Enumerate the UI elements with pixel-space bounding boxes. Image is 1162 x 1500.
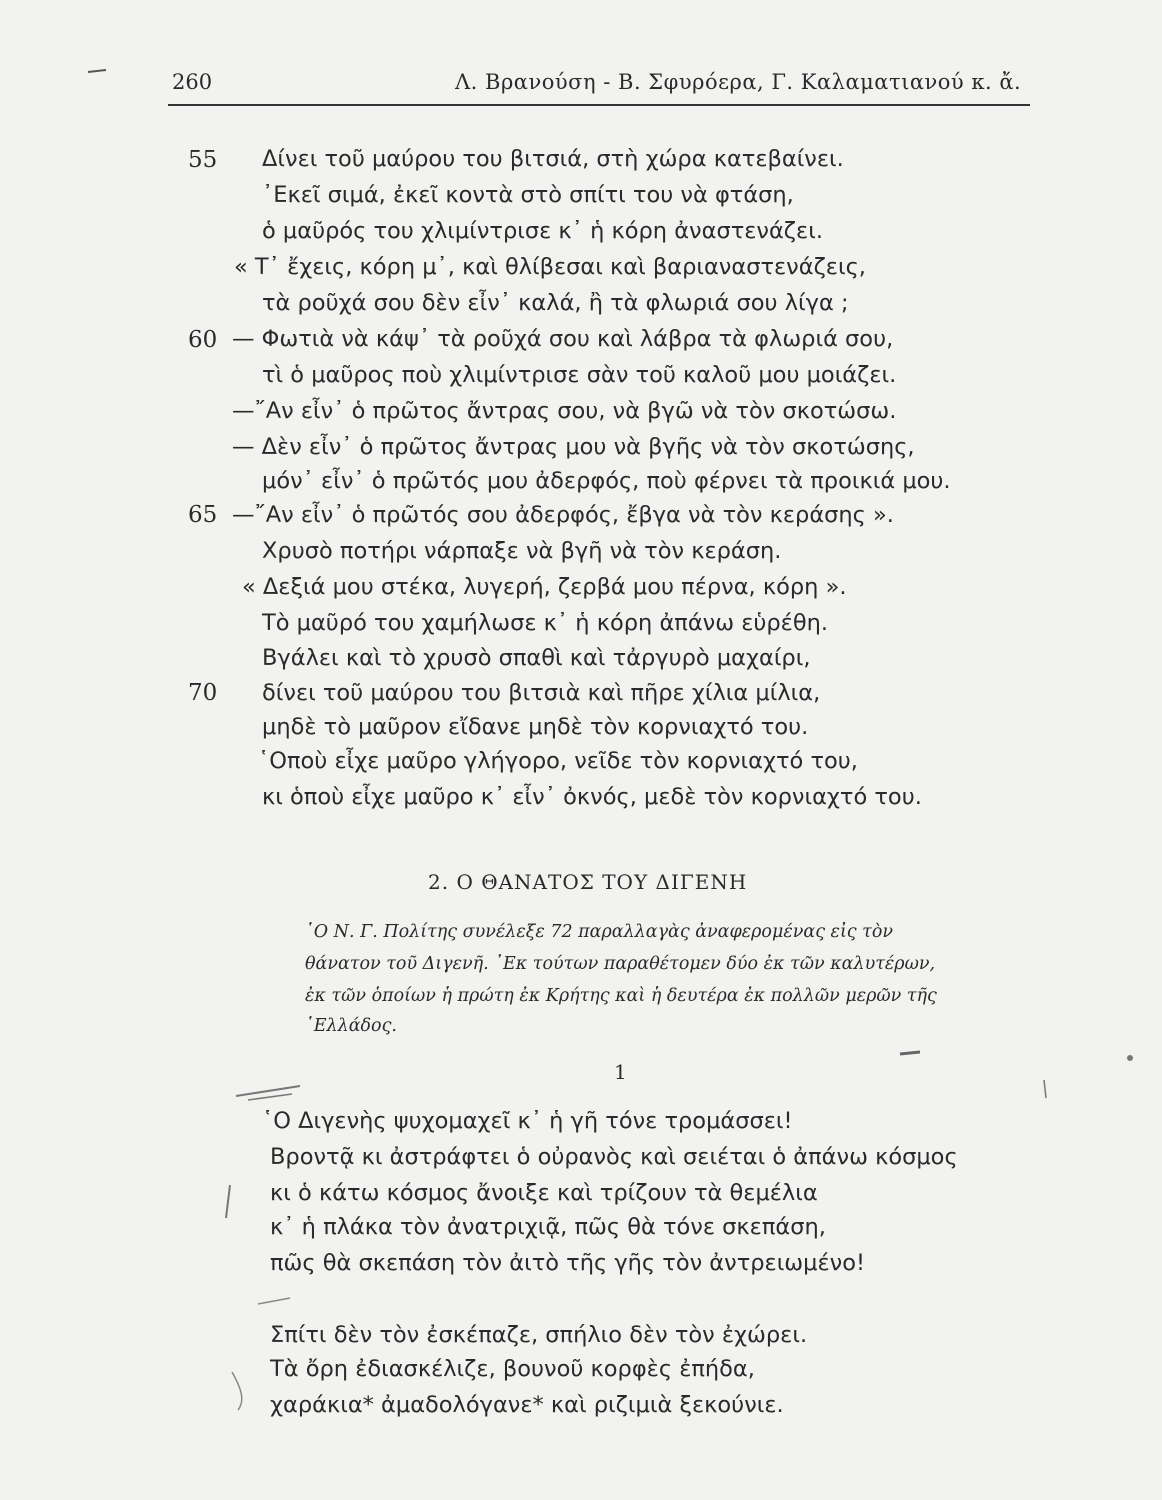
poem1-line: δίνει τοῦ μαύρου του βιτσιὰ καὶ πῆρε χίλια μίλια, [262,680,821,706]
section-title: 2. Ο ΘΑΝΑΤΟΣ ΤΟΥ ΔΙΓΕΝΗ [428,870,748,894]
poem2-line: ῾Ο Διγενὴς ψυχομαχεῖ κ᾿ ἡ γῆ τόνε τρομάσσει! [262,1108,793,1134]
poem1-line: Δίνει τοῦ μαύρου του βιτσιά, στὴ χώρα κατεβαίνει. [262,146,844,172]
poem2-line: κι ὁ κάτω κόσμος ἄνοιξε καὶ τρίζουν τὰ θεμέλια [270,1180,818,1206]
poem1-line: Τὸ μαῦρό του χαμήλωσε κ᾿ ἡ κόρη ἀπάνω εὑρέθη. [262,610,829,636]
line-number-70: 70 [188,680,218,706]
poem2-line: κ᾿ ἡ πλάκα τὸν ἀνατριχιᾷ, πῶς θὰ τόνε σκεπάση, [270,1214,826,1240]
intro-line: ῾Ελλάδος. [305,1016,397,1036]
line-number-65: 65 [188,502,218,528]
intro-line: ῾Ο Ν. Γ. Πολίτης συνέλεξε 72 παραλλαγὰς ἀναφερομένας εἰς τὸν [305,922,894,942]
poem2-line: χαράκια* ἀμαδολόγανε* καὶ ριζιμιὰ ξεκούνιε. [270,1392,784,1418]
poem1-line: — Φωτιὰ νὰ κάψ᾿ τὰ ροῦχά σου καὶ λάβρα τὰ φλωριά σου, [232,326,894,352]
page-number: 260 [172,70,213,94]
poem1-line: κι ὁποὺ εἶχε μαῦρο κ᾿ εἶν᾿ ὀκνός, μεδὲ τὸν κορνιαχτό του. [262,784,922,810]
poem1-line: « Δεξιά μου στέκα, λυγερή, ζερβά μου πέρνα, κόρη ». [242,574,847,600]
intro-line: ἐκ τῶν ὁποίων ἡ πρώτη ἐκ Κρήτης καὶ ἡ δευτέρα ἐκ πολλῶν μερῶν τῆς [305,986,937,1006]
poem1-line: ῾Οποὺ εἶχε μαῦρο γλήγορο, νεῖδε τὸν κορνιαχτό του, [258,748,858,774]
intro-line: θάνατον τοῦ Διγενῆ. ᾿Εκ τούτων παραθέτομεν δύο ἐκ τῶν καλυτέρων, [305,954,936,974]
poem2-line: πῶς θὰ σκεπάση τὸν ἀιτὸ τῆς γῆς τὸν ἀντρειωμένο! [270,1250,865,1276]
poem1-line: —῎Αν εἶν᾿ ὁ πρῶτος ἄντρας σου, νὰ βγῶ νὰ τὸν σκοτώσω. [232,398,897,424]
poem-number: 1 [614,1060,627,1084]
poem1-line: μηδὲ τὸ μαῦρον εἴδανε μηδὲ τὸν κορνιαχτό του. [262,714,809,740]
line-number-55: 55 [188,147,218,173]
poem1-line: ᾿Εκεῖ σιμά, ἐκεῖ κοντὰ στὸ σπίτι του νὰ φτάση, [262,182,794,208]
line-number-60: 60 [188,327,218,353]
poem1-line: τὰ ροῦχά σου δὲν εἶν᾿ καλά, ἢ τὰ φλωριά σου λίγα ; [262,290,849,316]
running-title: Λ. Βρανούση - Β. Σφυρόερα, Γ. Καλαματιανού κ. ἄ. [455,70,1022,94]
poem1-line: —῎Αν εἶν᾿ ὁ πρῶτός σου ἀδερφός, ἔβγα νὰ τὸν κεράσης ». [232,502,894,528]
poem1-line: τὶ ὁ μαῦρος ποὺ χλιμίντρισε σὰν τοῦ καλοῦ μου μοιάζει. [262,362,897,388]
poem1-line: Βγάλει καὶ τὸ χρυσὸ σπαθὶ καὶ τἀργυρὸ μαχαίρι, [262,645,811,671]
poem1-line: ὁ μαῦρός του χλιμίντρισε κ᾿ ἡ κόρη ἀναστενάζει. [262,218,823,244]
poem2-line: Βροντᾷ κι ἀστράφτει ὁ οὐρανὸς καὶ σειέται ὁ ἀπάνω κόσμος [270,1144,958,1170]
poem1-line: μόν᾿ εἶν᾿ ὁ πρῶτός μου ἀδερφός, ποὺ φέρνει τὰ προικιά μου. [262,468,951,494]
poem1-line: Χρυσὸ ποτήρι νάρπαξε νὰ βγῆ νὰ τὸν κεράση. [262,538,782,564]
poem2-line: Σπίτι δὲν τὸν ἐσκέπαζε, σπήλιο δὲν τὸν ἐχώρει. [270,1322,808,1348]
poem1-line: « Τ᾿ ἔχεις, κόρη μ᾿, καὶ θλίβεσαι καὶ βαριαναστενάζεις, [234,254,866,280]
poem1-line: — Δὲν εἶν᾿ ὁ πρῶτος ἄντρας μου νὰ βγῆς νὰ τὸν σκοτώσης, [232,434,915,460]
poem2-line: Τὰ ὄρη ἐδιασκέλιζε, βουνοῦ κορφὲς ἐπήδα, [270,1356,755,1382]
